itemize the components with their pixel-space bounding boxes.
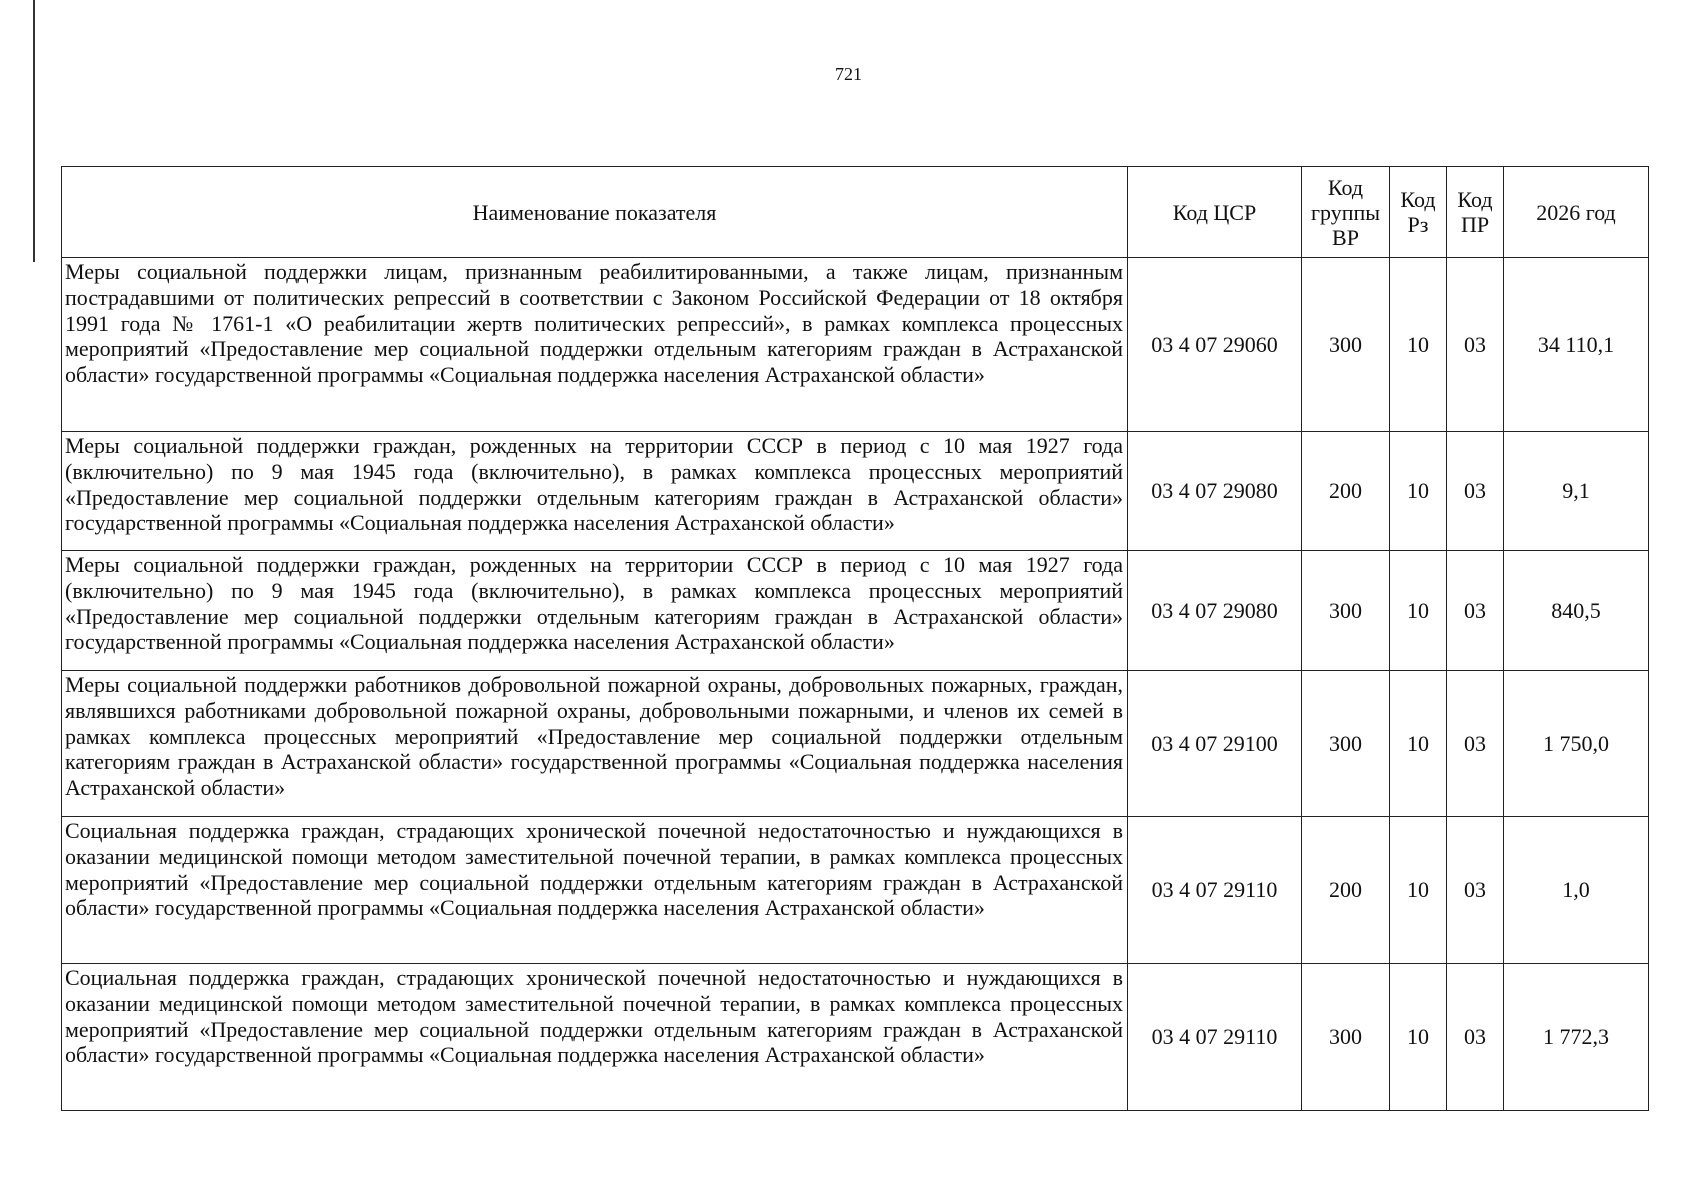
- row-pr-cell: 03: [1447, 258, 1504, 432]
- header-year-2026: 2026 год: [1504, 167, 1649, 258]
- row-rz-cell: 10: [1390, 258, 1447, 432]
- budget-table: [61, 166, 1649, 1111]
- row-rz-cell: 10: [1390, 817, 1447, 964]
- header-rz-code: Код Рз: [1390, 167, 1447, 258]
- row-csr-cell: 03 4 07 29100: [1128, 671, 1302, 817]
- row-vr-cell: 300: [1302, 671, 1390, 817]
- page-number: 721: [835, 64, 862, 84]
- header-vr-group-code: Код группы ВР: [1302, 167, 1390, 258]
- table-row: [62, 817, 1649, 964]
- row-vr-cell: 300: [1302, 964, 1390, 1111]
- row-vr-cell: 200: [1302, 432, 1390, 551]
- table-row: [62, 964, 1649, 1111]
- row-vr-cell: 300: [1302, 551, 1390, 671]
- row-amount-cell: 1 772,3: [1504, 964, 1649, 1111]
- table-row: [62, 432, 1649, 551]
- row-name-cell: Меры социальной поддержки граждан, рожденных на территории СССР в период с 10 мая 1927 года (включительно) по 9 мая 1945 года (включительно), в рамках комплекса процессных мероприятий «Предоставление мер социальной поддержки отдельным категориям граждан в Астраханской области» государственной программы «Социальная поддержка населения Астраханской области»: [62, 432, 1128, 551]
- row-amount-cell: 1,0: [1504, 817, 1649, 964]
- row-pr-cell: 03: [1447, 817, 1504, 964]
- row-amount-cell: 840,5: [1504, 551, 1649, 671]
- table-row: [62, 671, 1649, 817]
- row-name-cell: Социальная поддержка граждан, страдающих хронической почечной недостаточностью и нуждающихся в оказании медицинской помощи методом заместительной почечной терапии, в рамках комплекса процессных мероприятий «Предоставление мер социальной поддержки отдельным категориям граждан в Астраханской области» государственной программы «Социальная поддержка населения Астраханской области»: [62, 964, 1128, 1111]
- row-rz-cell: 10: [1390, 671, 1447, 817]
- row-rz-cell: 10: [1390, 432, 1447, 551]
- row-amount-cell: 1 750,0: [1504, 671, 1649, 817]
- row-pr-cell: 03: [1447, 551, 1504, 671]
- row-pr-cell: 03: [1447, 432, 1504, 551]
- row-amount-cell: 34 110,1: [1504, 258, 1649, 432]
- header-pr-code: Код ПР: [1447, 167, 1504, 258]
- table-row: [62, 258, 1649, 432]
- header-name: Наименование показателя: [62, 167, 1128, 258]
- row-amount-cell: 9,1: [1504, 432, 1649, 551]
- row-csr-cell: 03 4 07 29110: [1128, 964, 1302, 1111]
- row-vr-cell: 300: [1302, 258, 1390, 432]
- row-name-cell: Социальная поддержка граждан, страдающих хронической почечной недостаточностью и нуждающихся в оказании медицинской помощи методом заместительной почечной терапии, в рамках комплекса процессных мероприятий «Предоставление мер социальной поддержки отдельным категориям граждан в Астраханской области» государственной программы «Социальная поддержка населения Астраханской области»: [62, 817, 1128, 964]
- row-csr-cell: 03 4 07 29080: [1128, 551, 1302, 671]
- row-name-cell: Меры социальной поддержки лицам, признанным реабилитированными, а также лицам, признанным пострадавшими от политических репрессий в соответствии с Законом Российской Федерации от 18 октября 1991 года № 1761-1 «О реабилитации жертв политических репрессий», в рамках комплекса процессных мероприятий «Предоставление мер социальной поддержки отдельным категориям граждан в Астраханской области» государственной программы «Социальная поддержка населения Астраханской области»: [62, 258, 1128, 432]
- header-csr-code: Код ЦСР: [1128, 167, 1302, 258]
- binding-margin-line: [33, 0, 35, 262]
- row-csr-cell: 03 4 07 29080: [1128, 432, 1302, 551]
- row-pr-cell: 03: [1447, 964, 1504, 1111]
- table-header-row: [62, 167, 1649, 258]
- row-name-cell: Меры социальной поддержки работников добровольной пожарной охраны, добровольных пожарных, граждан, являвшихся работниками добровольной пожарной охраны, добровольными пожарными, и членов их семей в рамках комплекса процессных мероприятий «Предоставление мер социальной поддержки отдельным категориям граждан в Астраханской области» государственной программы «Социальная поддержка населения Астраханской области»: [62, 671, 1128, 817]
- row-name-cell: Меры социальной поддержки граждан, рожденных на территории СССР в период с 10 мая 1927 года (включительно) по 9 мая 1945 года (включительно), в рамках комплекса процессных мероприятий «Предоставление мер социальной поддержки отдельным категориям граждан в Астраханской области» государственной программы «Социальная поддержка населения Астраханской области»: [62, 551, 1128, 671]
- row-csr-cell: 03 4 07 29060: [1128, 258, 1302, 432]
- row-rz-cell: 10: [1390, 551, 1447, 671]
- row-pr-cell: 03: [1447, 671, 1504, 817]
- row-rz-cell: 10: [1390, 964, 1447, 1111]
- row-vr-cell: 200: [1302, 817, 1390, 964]
- row-csr-cell: 03 4 07 29110: [1128, 817, 1302, 964]
- table-row: [62, 551, 1649, 671]
